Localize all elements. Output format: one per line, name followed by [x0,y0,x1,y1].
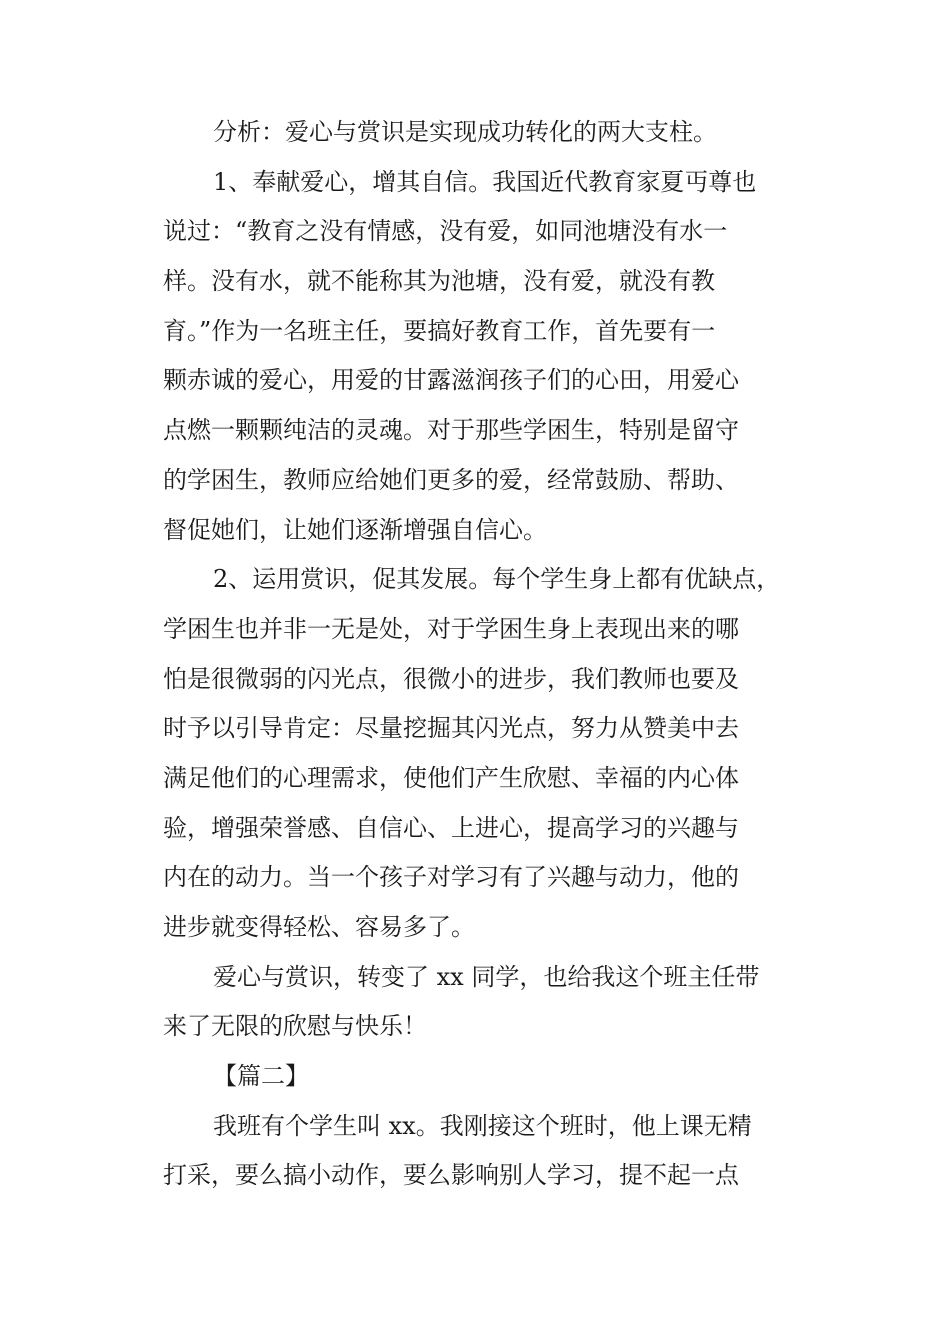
paragraph-2-line: 满足他们的心理需求，使他们产生欣慰、幸福的内心体 [163,763,739,792]
paragraph-2-line: 2、运用赏识，促其发展。每个学生身上都有优缺点， [213,565,781,594]
paragraph-story-line: 打采，要么搞小动作，要么影响别人学习，提不起一点 [163,1161,739,1190]
paragraph-analysis: 分析：爱心与赏识是实现成功转化的两大支柱。 [213,118,717,146]
paragraph-2-line: 时予以引导肯定：尽量挖掘其闪光点，努力从赞美中去 [163,714,739,743]
paragraph-1-line: 1、奉献爱心，增其自信。我国近代教育家夏丏尊也 [213,167,757,196]
paragraph-2-line: 怕是很微弱的闪光点，很微小的进步，我们教师也要及 [163,664,739,693]
document-body [163,108,803,1201]
paragraph-conclusion-line: 来了无限的欣慰与快乐！ [163,1012,427,1041]
paragraph-2-line: 验，增强荣誉感、自信心、上进心，提高学习的兴趣与 [163,813,739,842]
section-heading: 【篇二】 [213,1062,309,1091]
paragraph-2-line: 内在的动力。当一个孩子对学习有了兴趣与动力，他的 [163,863,739,892]
paragraph-1-line: 说过：“教育之没有情感，没有爱，如同池塘没有水一 [163,217,728,246]
paragraph-1-line: 育。”作为一名班主任，要搞好教育工作，首先要有一 [163,316,716,345]
paragraph-1-line: 的学困生，教师应给她们更多的爱，经常鼓励、帮助、 [163,465,739,494]
paragraph-1-line: 样。没有水，就不能称其为池塘，没有爱，就没有教 [163,267,715,296]
paragraph-1-line: 点燃一颗颗纯洁的灵魂。对于那些学困生，特别是留守 [163,416,739,445]
paragraph-conclusion-line: 爱心与赏识，转变了 xx 同学，也给我这个班主任带 [213,962,760,991]
paragraph-1-line: 督促她们，让她们逐渐增强自信心。 [163,515,547,544]
paragraph-2-line: 学困生也并非一无是处，对于学困生身上表现出来的哪 [163,614,739,643]
paragraph-2-line: 进步就变得轻松、容易多了。 [163,913,475,941]
paragraph-1-line: 颗赤诚的爱心，用爱的甘露滋润孩子们的心田，用爱心 [163,366,739,395]
paragraph-story-line: 我班有个学生叫 xx。我刚接这个班时，他上课无精 [213,1111,752,1140]
